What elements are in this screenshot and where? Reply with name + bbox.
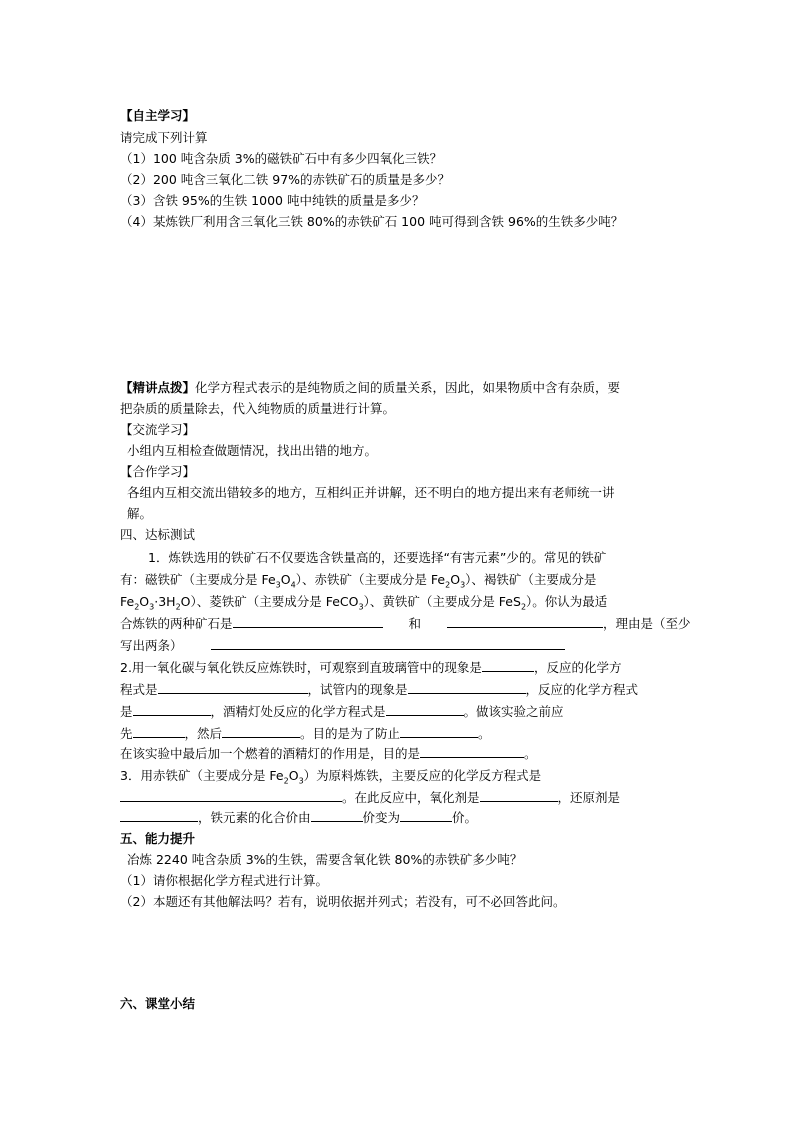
- text-span: 。: [524, 746, 537, 761]
- text-span: 先: [120, 726, 133, 741]
- text-span: ，还原剂是: [557, 790, 621, 805]
- self-study-question-2: （2）200 吨含三氧化二铁 97%的赤铁矿石的质量是多少？: [120, 172, 451, 187]
- ability-part-1: （1）请你根据化学方程式进行计算。: [120, 873, 328, 888]
- blank-first-step[interactable]: [133, 724, 185, 738]
- test-q1-line-5: [120, 636, 565, 656]
- text-span: ，理由是（至少: [603, 616, 691, 631]
- cooperate-heading: 【合作学习】: [120, 464, 196, 479]
- key-points-line-1: [120, 378, 620, 398]
- self-study-intro: 请完成下列计算: [120, 130, 208, 145]
- blank-test-tube-phenomenon[interactable]: [408, 680, 526, 694]
- text-span: 。: [478, 726, 491, 741]
- key-points-text-1: 化学方程式表示的是纯物质之间的质量关系，因此，如果物质中含有杂质，要: [195, 380, 621, 395]
- blank-tube-phenomenon[interactable]: [482, 658, 534, 672]
- text-span: 是: [120, 704, 133, 719]
- self-study-question-3: （3）含铁 95%的生铁 1000 吨中纯铁的质量是多少？: [120, 193, 425, 208]
- test-q2-line-4: [120, 724, 491, 744]
- blank-oxidizer[interactable]: [480, 788, 558, 802]
- test-q2-line-2: [120, 680, 638, 700]
- test-q1-line-4: [120, 614, 691, 634]
- text-span: ）、赤铁矿（主要成分是 Fe: [295, 572, 446, 587]
- test-q1-line-1: 1．炼铁选用的铁矿石不仅要选含铁量高的，还要选择“有害元素”少的。常见的铁矿: [148, 550, 607, 565]
- blank-valence-from[interactable]: [311, 808, 363, 822]
- text-span: 价变为: [362, 810, 401, 825]
- text-span: ）、黄铁矿（主要成分是 FeS: [363, 594, 521, 609]
- test-heading: 四、达标测试: [120, 527, 196, 542]
- blank-equation-1[interactable]: [158, 680, 308, 694]
- blank-reducer[interactable]: [120, 808, 198, 822]
- test-q1-line-3: $Fe_2O_3\cdot 3H_2O$）、菱铁矿（主要成分是 FeCO$_3$）、黄铁矿（主要成分是 FeS$_2$）。你认为最适: [120, 594, 608, 612]
- blank-q3-equation[interactable]: [120, 788, 342, 802]
- blank-purpose[interactable]: [420, 744, 524, 758]
- text-span: ）。你认为最适: [526, 594, 608, 609]
- exchange-text: 小组内互相检查做题情况，找出出错的地方。: [127, 443, 378, 458]
- text-span: O）、菱铁矿（主要成分是 FeCO: [180, 594, 359, 609]
- test-q1-line-2: 有：磁铁矿（主要成分是 $Fe_3O_4$）、赤铁矿（主要成分是 $Fe_2O_3$）、褐铁矿（主要成分是: [120, 572, 597, 590]
- text-span: ）为原料炼铁，主要反应的化学反方程式是: [303, 768, 542, 783]
- ability-part-2: （2）本题还有其他解法吗？若有，说明依据并列式；若没有，可不必回答此问。: [120, 894, 566, 909]
- text-span: 3．用赤铁矿（主要成分是 Fe: [120, 768, 284, 783]
- blank-valence-to[interactable]: [400, 808, 452, 822]
- test-q3-line-3: [120, 808, 477, 828]
- summary-heading: 六、课堂小结: [120, 996, 196, 1011]
- text-span: 在该实验中最后加一个燃着的酒精灯的作用是，目的是: [120, 746, 421, 761]
- blank-ore-2[interactable]: [447, 614, 603, 628]
- text-span: 价。: [452, 810, 478, 825]
- test-q2-line-3: [120, 702, 564, 722]
- blank-ore-1[interactable]: [233, 614, 383, 628]
- text-span: ）、褐铁矿（主要成分是: [465, 572, 597, 587]
- text-span: 有：磁铁矿（主要成分是 Fe: [120, 572, 276, 587]
- text-span: ，反应的化学方: [533, 660, 622, 675]
- text-span: 合炼铁的两种矿石是: [120, 616, 233, 631]
- self-study-heading: 【自主学习】: [120, 108, 196, 123]
- ability-problem: 冶炼 2240 吨含杂质 3%的生铁，需要含氧化铁 80%的赤铁矿多少吨？: [127, 852, 523, 867]
- text-span: ，然后: [184, 726, 223, 741]
- ability-heading: 五、能力提升: [120, 831, 196, 846]
- text-span: ，反应的化学方程式: [525, 682, 639, 697]
- text-span: ，酒精灯处反应的化学方程式是: [210, 704, 386, 719]
- blank-then-step[interactable]: [222, 724, 300, 738]
- exchange-heading: 【交流学习】: [120, 422, 196, 437]
- self-study-question-4: （4）某炼铁厂利用含三氧化三铁 80%的赤铁矿石 100 吨可得到含铁 96%的生铁多少吨？: [120, 214, 624, 229]
- test-q3-line-2: [120, 788, 620, 808]
- text-span: ，试管内的现象是: [307, 682, 408, 697]
- text-span: ·3H: [154, 594, 176, 609]
- text-span: 和: [408, 616, 422, 631]
- test-q3-line-1: 3．用赤铁矿（主要成分是 $Fe_2O_3$）为原料炼铁，主要反应的化学反方程式是: [120, 768, 542, 786]
- self-study-question-1: （1）100 吨含杂质 3%的磁铁矿石中有多少四氧化三铁？: [120, 151, 443, 166]
- text-span: 。目的是为了防止: [300, 726, 401, 741]
- test-q2-line-5: [120, 744, 537, 764]
- blank-equation-3[interactable]: [386, 702, 464, 716]
- cooperate-text-2: 解。: [127, 506, 153, 521]
- blank-reason[interactable]: [211, 636, 565, 650]
- blank-prevent[interactable]: [400, 724, 478, 738]
- text-span: 程式是: [120, 682, 158, 697]
- text-span: 。在此反应中，氧化剂是: [342, 790, 480, 805]
- text-span: 写出两条）: [120, 638, 183, 653]
- text-span: ，铁元素的化合价由: [198, 810, 311, 825]
- text-span: Fe: [120, 594, 135, 609]
- key-points-text-2: 把杂质的质量除去，代入纯物质的质量进行计算。: [120, 401, 396, 416]
- blank-equation-2[interactable]: [133, 702, 211, 716]
- text-span: 。做该实验之前应: [463, 704, 564, 719]
- test-q2-line-1: [120, 658, 621, 678]
- text-span: 2.用一氧化碳与氧化铁反应炼铁时，可观察到直玻璃管中的现象是: [120, 660, 482, 675]
- key-points-heading: 【精讲点拨】: [120, 380, 196, 395]
- cooperate-text-1: 各组内互相交流出错较多的地方，互相纠正并讲解，还不明白的地方提出来有老师统一讲: [127, 485, 615, 500]
